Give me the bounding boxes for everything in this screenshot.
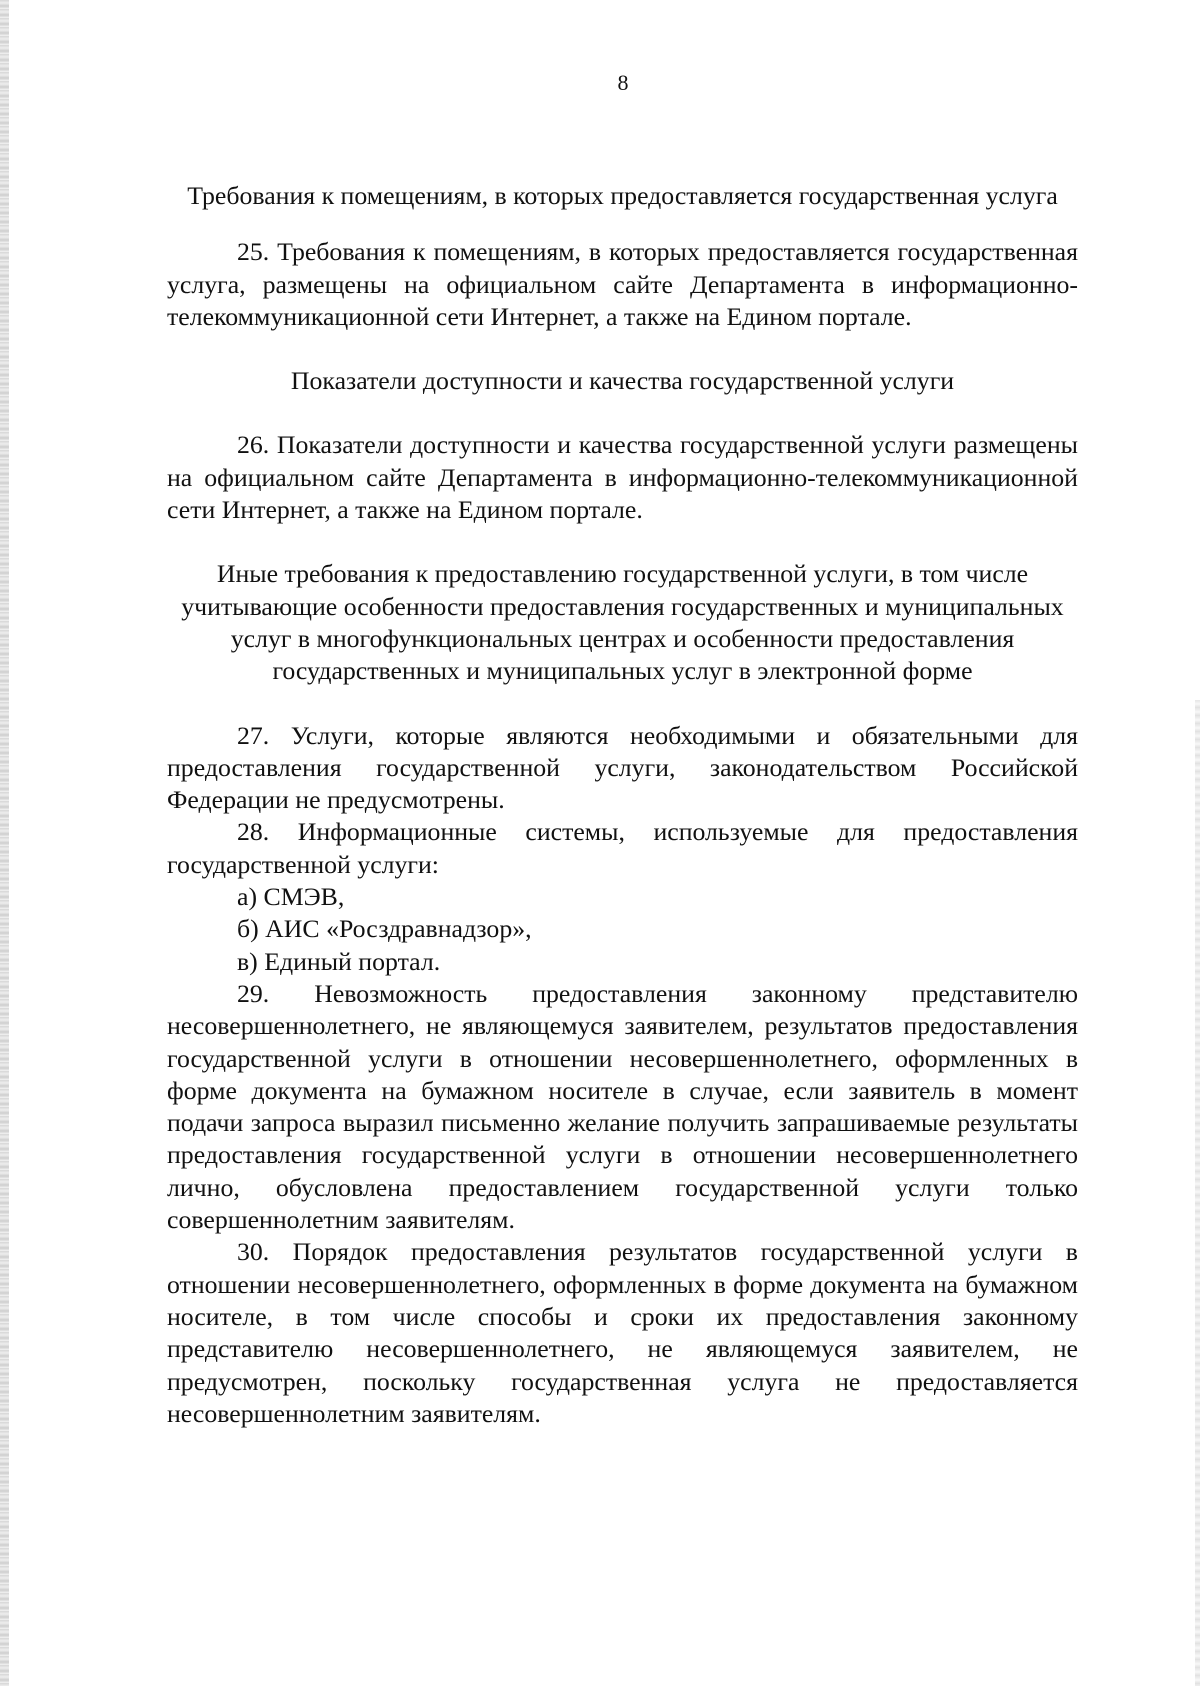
paragraph-27: 27. Услуги, которые являются необходимыми и обязательными для предоставления государственной услуги, законодательством Российской Федерации не предусмотрены. <box>167 720 1078 815</box>
list-item-smev: а) СМЭВ, <box>237 882 345 912</box>
list-item-ais: б) АИС «Росздравнадзор», <box>237 914 532 944</box>
paragraph-28: 28. Информационные системы, используемые для предоставления государственной услуги: <box>167 817 1078 879</box>
paragraph-29: 29. Невозможность предоставления законному представителю несовершеннолетнего, не являющемуся заявителем, результатов предоставления государственной услуги в отношении несовершеннолетнего, оформленных в форме документа на бумажном носителе в случае, если заявитель в момент подачи запроса выразил письменно желание получить запрашиваемые результаты предоставления государственной услуги в отношении несовершеннолетнего лично, обусловлена предоставлением государственной услуги только совершеннолетним заявителям. <box>167 978 1078 1235</box>
document-body <box>167 180 1078 1430</box>
list-item-portal: в) Единый портал. <box>237 946 441 976</box>
paragraph-26: 26. Показатели доступности и качества государственной услуги размещены на официальном сайте Департамента в информационно-телекоммуникационной сети Интернет, а также на Едином портале. <box>167 430 1078 525</box>
paragraph-25: 25. Требования к помещениям, в которых предоставляется государственная услуга, размещены на официальном сайте Департамента в информационно-телекоммуникационной сети Интернет, а также на Едином портале. <box>167 237 1078 331</box>
scan-edge-left <box>0 0 9 1686</box>
scan-edge-right <box>1195 700 1200 1686</box>
section-heading-other-requirements: Иные требования к предоставлению государственной услуги, в том числе учитывающие особенности предоставления государственных и муниципальных услуг в многофункциональных центрах и особенности предоставления государственных и муниципальных услуг в электронной форме <box>181 559 1064 686</box>
paragraph-30: 30. Порядок предоставления результатов государственной услуги в отношении несовершеннолетнего, оформленных в форме документа на бумажном носителе, в том числе способы и сроки их предоставления законному представителю несовершеннолетнего, не являющемуся заявителем, не предусмотрен, поскольку государственная услуга не предоставляется несовершеннолетним заявителям. <box>167 1237 1078 1428</box>
page-number: 8 <box>617 70 629 95</box>
section-heading-premises: Требования к помещениям, в которых предоставляется государственная услуга <box>187 181 1058 210</box>
section-heading-indicators: Показатели доступности и качества государственной услуги <box>290 366 955 396</box>
